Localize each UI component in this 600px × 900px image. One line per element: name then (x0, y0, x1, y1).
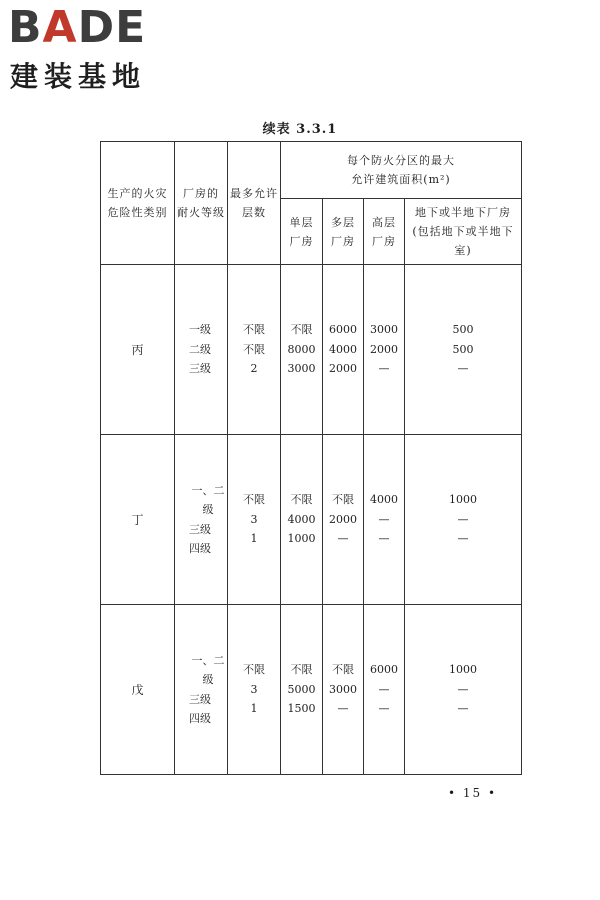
cell-value: 不限 (290, 663, 313, 677)
cell-value: 2000 (329, 362, 357, 376)
cell-value: 不限 (290, 493, 313, 507)
cell-high-rise (364, 435, 405, 605)
cell-single-storey (281, 265, 323, 435)
cell-value: 4000 (370, 493, 398, 507)
cell-value: 1000 (449, 493, 477, 507)
logo-letter: A (42, 2, 78, 53)
cell-value: 500 (452, 342, 474, 356)
header-multi-storey: 多层 厂房 (323, 199, 364, 265)
cell-underground (405, 435, 522, 605)
cell-value: 1000 (287, 532, 316, 546)
cell-hazard-class (101, 605, 175, 775)
cell-value: — (337, 532, 349, 546)
cell-value: — (378, 362, 390, 376)
hazard-class-label: 丙 (131, 343, 144, 357)
logo-letter: E (115, 2, 147, 53)
cell-value: — (457, 682, 469, 696)
cell-single-storey (281, 435, 323, 605)
cell-max-floors (228, 435, 281, 605)
header-single-storey: 单层 厂房 (281, 199, 323, 265)
cell-value: 四级 (189, 542, 211, 555)
cell-value: — (457, 362, 469, 376)
cell-fire-rating (175, 435, 228, 605)
cell-value: 4000 (287, 512, 316, 526)
logo-letter: D (77, 2, 116, 53)
hazard-class-label: 丁 (131, 513, 144, 527)
header-high-rise: 高层 厂房 (364, 199, 405, 265)
header-fire-rating: 厂房的 耐火等级 (175, 142, 228, 265)
table-caption: 续表 3.3.1 (262, 122, 338, 137)
cell-value: — (457, 532, 469, 546)
cell-value: 6000 (370, 663, 398, 677)
cell-single-storey (281, 605, 323, 775)
hazard-class-label: 戊 (131, 683, 144, 697)
cell-multi-storey (323, 265, 364, 435)
cell-value: — (378, 702, 390, 716)
cell-value: 500 (452, 323, 474, 337)
logo-wordmark (8, 2, 147, 53)
logo-letter: B (8, 2, 43, 53)
cell-value: 1000 (449, 663, 477, 677)
cell-value: 不限 (290, 323, 313, 337)
cell-value: 不限 (332, 493, 354, 507)
bade-logo (8, 2, 188, 98)
cell-value: 3000 (370, 323, 398, 337)
cell-value: 不限 (243, 342, 265, 356)
cell-value: — (457, 512, 469, 526)
cell-value: 一级 (189, 323, 211, 337)
cell-value: 2000 (370, 342, 398, 356)
cell-value: 二级 (189, 342, 211, 356)
cell-value: 一、二级 (191, 483, 225, 516)
cell-high-rise (364, 265, 405, 435)
cell-underground (405, 605, 522, 775)
cell-hazard-class (101, 265, 175, 435)
cell-value: 2000 (329, 512, 357, 526)
cell-value: 8000 (287, 342, 316, 356)
header-max-area: 每个防火分区的最大 允许建筑面积(m²) (281, 142, 522, 199)
cell-value: 4000 (329, 342, 357, 356)
cell-value: — (378, 512, 390, 526)
cell-value: 三级 (189, 692, 211, 706)
table-row (101, 435, 522, 605)
cell-value: 1 (250, 532, 258, 546)
cell-hazard-class (101, 435, 175, 605)
table-row (101, 265, 522, 435)
cell-multi-storey (323, 605, 364, 775)
table-body (101, 265, 522, 775)
cell-value: 不限 (243, 323, 265, 337)
cell-fire-rating (175, 265, 228, 435)
cell-value: 5000 (287, 682, 316, 696)
page-number: • 15 • (448, 786, 498, 800)
cell-max-floors (228, 605, 281, 775)
cell-max-floors (228, 265, 281, 435)
cell-value: 不限 (243, 493, 265, 507)
cell-value: 不限 (243, 663, 265, 677)
cell-value: 一、二级 (191, 653, 225, 686)
cell-value: — (457, 702, 469, 716)
header-hazard-class: 生产的火灾 危险性类别 (101, 142, 175, 265)
fire-compartment-table (100, 141, 522, 775)
cell-value: 四级 (189, 712, 211, 725)
cell-fire-rating (175, 605, 228, 775)
cell-high-rise (364, 605, 405, 775)
cell-value: — (378, 682, 390, 696)
cell-multi-storey (323, 435, 364, 605)
cell-value: 3 (250, 512, 258, 526)
cell-value: — (378, 532, 390, 546)
cell-value: 三级 (189, 522, 211, 536)
logo-subtitle: 建装基地 (10, 60, 147, 93)
cell-value: 6000 (329, 323, 357, 337)
cell-value: 3000 (329, 682, 357, 696)
cell-value: 3000 (287, 362, 316, 376)
table-row (101, 605, 522, 775)
cell-underground (405, 265, 522, 435)
header-underground: 地下或半地下厂房 (包括地下或半地下室) (405, 199, 522, 265)
cell-value: 2 (250, 362, 258, 376)
cell-value: 3 (250, 682, 258, 696)
cell-value: — (337, 702, 349, 716)
cell-value: 1 (250, 702, 258, 716)
cell-value: 1500 (287, 702, 316, 716)
cell-value: 不限 (332, 663, 354, 677)
cell-value: 三级 (189, 362, 211, 376)
header-max-floors: 最多允许 层数 (228, 142, 281, 265)
